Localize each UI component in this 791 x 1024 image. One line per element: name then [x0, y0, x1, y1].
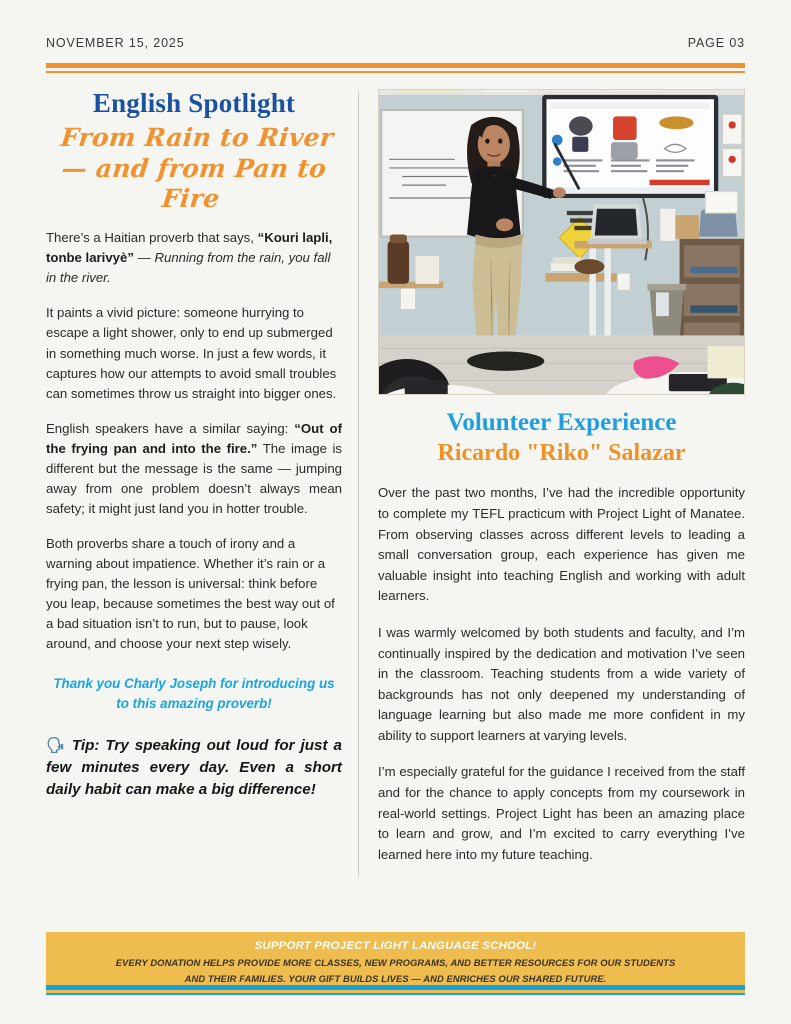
- proverb-intro-paragraph: [46, 228, 342, 288]
- volunteer-experience-heading: Volunteer Experience: [446, 409, 677, 436]
- volunteer-paragraph-3: I’m especially grateful for the guidance I received from the staff and for the chance to apply concepts from my coursework in real-world settings. Project Light has been an amazing place to learn and grow, and I’m excited to carry everything I’ve learned here into my future teaching.: [378, 764, 745, 862]
- right-column: [359, 89, 745, 881]
- content-columns: [46, 89, 745, 881]
- issue-date: NOVEMBER 15, 2025: [46, 36, 185, 50]
- header-rule-thick: [46, 63, 745, 68]
- header-rule: [46, 63, 745, 73]
- english-equivalent-quote: “Out of the frying pan and into the fire.”: [46, 420, 342, 456]
- english-spotlight-heading: English Spotlight: [92, 88, 296, 118]
- footer-rule-thin: [46, 993, 745, 995]
- footer-rule: [46, 985, 745, 995]
- proverb-creole-quote: “Kouri lapli, tonbe larivyè”: [46, 230, 333, 266]
- volunteer-paragraph-1: Over the past two months, I’ve had the incredible opportunity to complete my TEFL practicum with Project Light of Manatee. From observing classes across different levels to leading a small conversation group, each experience has given me valuable insight into teaching English and working with adult learners.: [378, 485, 745, 604]
- english-spotlight-subheading: From Rain to River — and from Pan to Fire: [59, 122, 336, 213]
- donation-line-1: EVERY DONATION HELPS PROVIDE MORE CLASSES, NEW PROGRAMS, AND BETTER RESOURCES FOR OUR STUDENTS: [115, 956, 676, 968]
- proverb-imagery-paragraph: It paints a vivid picture: someone hurrying to escape a light shower, only to end up submerged in something much worse. In just a few words, it captures how our attempts to avoid small troubles can sometimes throw us straight into bigger ones.: [46, 305, 337, 401]
- volunteer-paragraph-2: I was warmly welcomed by both students and faculty, and I’m continually inspired by the dedication and motivation I’ve seen in the classroom. Teaching students from a wide variety of backgrounds has not only deepened my understanding of language learning but also made me more confident in my ability to support learners at varying levels.: [378, 624, 745, 743]
- thank-you-note: Thank you Charly Joseph for introducing us to this amazing proverb!: [53, 676, 335, 711]
- speaking-tip: [46, 735, 342, 801]
- proverb-lesson-paragraph: Both proverbs share a touch of irony and a warning about impatience. Whether it’s rain or a frying pan, the lesson is universal: think before you leap, because sometimes the best way out of a bad situation isn’t to run, but to pause, look around, and choose your next step wisely.: [46, 536, 335, 652]
- speaking-tip-text: Tip: Try speaking out loud for just a few minutes every day. Even a short daily habit can make a big difference!: [46, 737, 342, 799]
- header-rule-thin: [46, 71, 745, 73]
- proverb-translation: Running from the rain, you fall in the river.: [46, 250, 331, 286]
- speaking-head-icon: 🗣: [46, 737, 67, 755]
- proverb-lead-text: There’s a Haitian proverb that says,: [46, 230, 258, 246]
- english-equivalent-rest: The image is different but the message is the same — jumping away from one problem doesn’t always mean safety; it might just land you in hotter trouble.: [46, 440, 342, 516]
- donation-line-2: AND THEIR FAMILIES. YOUR GIFT BUILDS LIVES — AND ENRICHES OUR SHARED FUTURE.: [184, 972, 607, 984]
- english-equivalent-paragraph: [46, 419, 342, 519]
- classroom-photo: [378, 89, 745, 395]
- masthead: [46, 0, 745, 50]
- proverb-dash: —: [133, 250, 155, 266]
- page-number: PAGE 03: [687, 36, 745, 50]
- footer-rule-thick: [46, 985, 745, 990]
- left-column: [46, 89, 358, 881]
- volunteer-name: Ricardo "Riko" Salazar: [437, 439, 686, 466]
- english-equivalent-lead: English speakers have a similar saying:: [46, 420, 295, 436]
- classroom-photo-illustration: [379, 90, 744, 394]
- donation-headline: SUPPORT PROJECT LIGHT LANGUAGE SCHOOL!: [254, 940, 537, 952]
